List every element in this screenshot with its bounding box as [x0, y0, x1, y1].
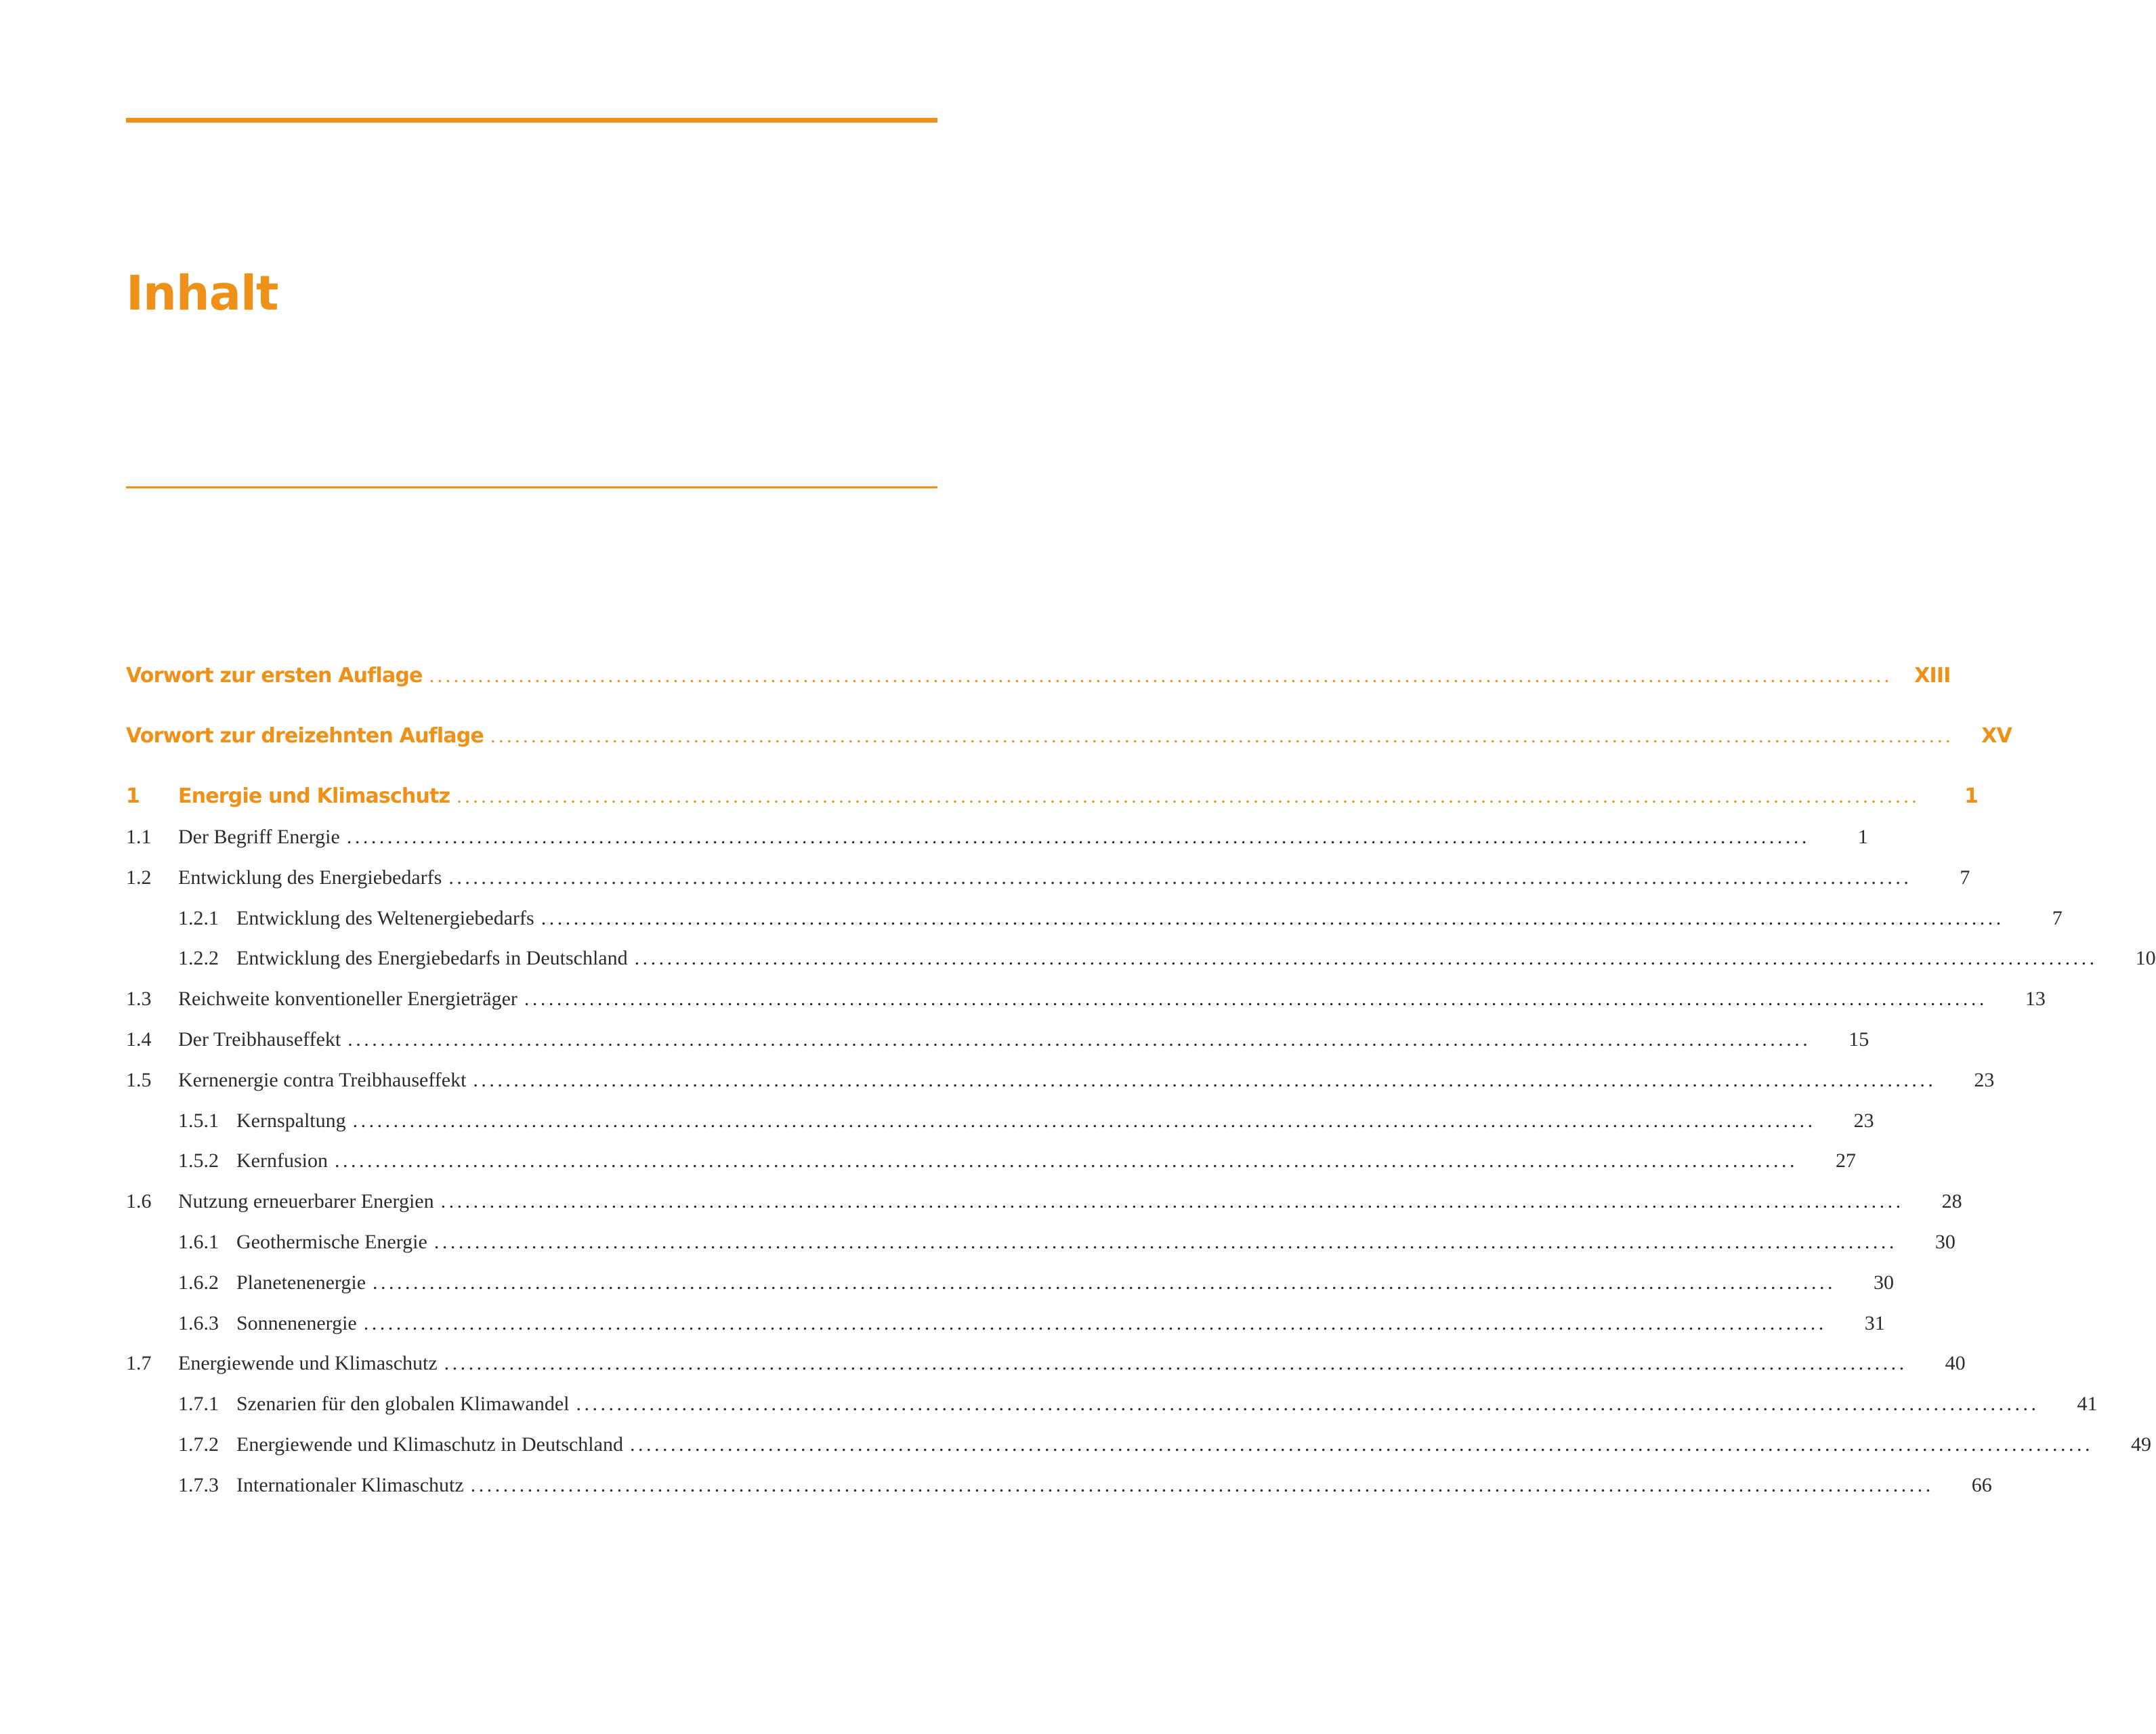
- toc-entry-page: 10: [2135, 947, 2156, 969]
- dot-leader: ....................................................................................................................................................................................: [373, 1271, 1836, 1294]
- toc-entry-number: 1.3: [126, 988, 152, 1010]
- toc-entry-number: 1.7.2: [178, 1433, 219, 1456]
- toc-entry-title: Kernenergie contra Treibhauseffekt: [178, 1069, 467, 1091]
- dot-leader: ....................................................................................................................................................................................: [334, 1149, 1798, 1172]
- toc-entry-title: Internationaler Klimaschutz: [236, 1474, 464, 1496]
- dot-leader: ....................................................................................................................................................................................: [470, 1474, 1934, 1496]
- toc-entry-page: 7: [2052, 907, 2063, 929]
- toc-entry-1-6-2[interactable]: [126, 1269, 1895, 1296]
- toc-entry-page: 28: [1941, 1190, 1962, 1212]
- toc-entry-title: Reichweite konventioneller Energieträger: [178, 988, 517, 1010]
- toc-entry-1-6-3[interactable]: [126, 1310, 1885, 1337]
- table-of-contents: [126, 0, 2156, 1734]
- dot-leader: ....................................................................................................................................................................................: [352, 1109, 1816, 1132]
- toc-entry-vorwort-erste[interactable]: [126, 662, 1951, 690]
- dot-leader: ....................................................................................................................................................................................: [434, 1231, 1897, 1253]
- toc-entry-number: 1.6.2: [178, 1271, 219, 1294]
- dot-leader: ....................................................................................................................................................................................: [490, 725, 1954, 747]
- toc-entry-title: Geothermische Energie: [236, 1231, 427, 1253]
- dot-leader: ....................................................................................................................................................................................: [457, 785, 1920, 807]
- toc-entry-1-3[interactable]: [126, 986, 2046, 1013]
- toc-entry-page: XIII: [1914, 664, 1951, 688]
- toc-entry-page: 23: [1974, 1069, 1995, 1091]
- toc-entry-number: 1.7.3: [178, 1474, 219, 1496]
- toc-entry-title: Energie und Klimaschutz: [178, 784, 450, 808]
- toc-entry-1-7[interactable]: [126, 1350, 1966, 1377]
- toc-entry-number: 1.2.2: [178, 947, 219, 969]
- dot-leader: ....................................................................................................................................................................................: [440, 1190, 1904, 1212]
- toc-entry-title: Sonnenenergie: [236, 1312, 357, 1334]
- toc-entry-number: 1.2.1: [178, 907, 219, 929]
- toc-entry-1-6-1[interactable]: [126, 1229, 1956, 1256]
- dot-leader: ....................................................................................................................................................................................: [363, 1312, 1827, 1334]
- dot-leader: ....................................................................................................................................................................................: [473, 1069, 1937, 1091]
- toc-entry-title: Energiewende und Klimaschutz in Deutschland: [236, 1433, 623, 1456]
- toc-entry-page: 15: [1848, 1028, 1869, 1051]
- dot-leader: ....................................................................................................................................................................................: [576, 1393, 2039, 1415]
- toc-entry-number: 1.6.3: [178, 1312, 219, 1334]
- toc-entry-page: 23: [1853, 1109, 1874, 1132]
- page-title: Inhalt: [126, 266, 278, 321]
- toc-entry-page: 66: [1971, 1474, 1992, 1496]
- toc-entry-number: 1.2: [126, 866, 152, 889]
- toc-entry-page: XV: [1981, 724, 2012, 748]
- toc-entry-number: 1: [126, 784, 140, 808]
- toc-entry-title: Nutzung erneuerbarer Energien: [178, 1190, 434, 1212]
- toc-entry-page: 30: [1935, 1231, 1956, 1253]
- toc-entry-1-7-1[interactable]: [126, 1391, 2098, 1418]
- toc-entry-1-4[interactable]: [126, 1026, 1869, 1053]
- toc-entry-number: 1.5.2: [178, 1149, 219, 1172]
- toc-entry-1-2-1[interactable]: [126, 905, 2063, 932]
- toc-entry-title: Entwicklung des Energiebedarfs in Deutschland: [236, 947, 628, 969]
- dot-leader: ....................................................................................................................................................................................: [346, 826, 1810, 848]
- dot-leader: ....................................................................................................................................................................................: [444, 1352, 1907, 1374]
- toc-entry-number: 1.7: [126, 1352, 152, 1374]
- toc-entry-page: 13: [2025, 988, 2046, 1010]
- toc-entry-1-7-3[interactable]: [126, 1472, 1992, 1499]
- toc-entry-page: 31: [1864, 1312, 1885, 1334]
- toc-entry-page: 41: [2077, 1393, 2098, 1415]
- toc-entry-1-6[interactable]: [126, 1188, 1962, 1215]
- dot-leader: ....................................................................................................................................................................................: [347, 1028, 1811, 1051]
- toc-entry-number: 1.5: [126, 1069, 152, 1091]
- toc-entry-title: Kernfusion: [236, 1149, 328, 1172]
- toc-entry-number: 1.4: [126, 1028, 152, 1051]
- toc-entry-page: 1: [1857, 826, 1868, 848]
- toc-entry-title: Energiewende und Klimaschutz: [178, 1352, 438, 1374]
- toc-entry-chapter-1[interactable]: [126, 783, 1979, 810]
- toc-entry-page: 40: [1945, 1352, 1966, 1374]
- dot-leader: ....................................................................................................................................................................................: [429, 664, 1893, 687]
- toc-entry-1-5-2[interactable]: [126, 1147, 1856, 1175]
- toc-entry-title: Der Treibhauseffekt: [178, 1028, 341, 1051]
- dot-leader: ....................................................................................................................................................................................: [448, 866, 1912, 889]
- toc-entry-title: Vorwort zur dreizehnten Auflage: [126, 724, 484, 748]
- toc-entry-1-7-2[interactable]: [126, 1431, 2151, 1458]
- dot-leader: ....................................................................................................................................................................................: [629, 1433, 2093, 1456]
- toc-entry-title: Entwicklung des Energiebedarfs: [178, 866, 442, 889]
- toc-entry-1-2-2[interactable]: [126, 945, 2156, 972]
- toc-entry-1-1[interactable]: [126, 824, 1868, 851]
- toc-entry-number: 1.5.1: [178, 1109, 219, 1132]
- toc-entry-page: 49: [2130, 1433, 2151, 1456]
- dot-leader: ....................................................................................................................................................................................: [634, 947, 2098, 969]
- toc-entry-title: Entwicklung des Weltenergiebedarfs: [236, 907, 534, 929]
- toc-entry-number: 1.6.1: [178, 1231, 219, 1253]
- toc-entry-page: 30: [1874, 1271, 1895, 1294]
- toc-entry-title: Kernspaltung: [236, 1109, 346, 1132]
- toc-entry-1-5-1[interactable]: [126, 1107, 1874, 1135]
- toc-entry-page: 1: [1964, 784, 1979, 808]
- dot-leader: ....................................................................................................................................................................................: [541, 907, 2004, 929]
- toc-entry-number: 1.6: [126, 1190, 152, 1212]
- toc-entry-title: Vorwort zur ersten Auflage: [126, 664, 423, 688]
- toc-entry-title: Der Begriff Energie: [178, 826, 340, 848]
- toc-entry-page: 27: [1835, 1149, 1856, 1172]
- toc-entry-title: Szenarien für den globalen Klimawandel: [236, 1393, 570, 1415]
- toc-entry-1-2[interactable]: [126, 864, 1970, 891]
- toc-entry-number: 1.1: [126, 826, 152, 848]
- toc-entry-vorwort-dreizehnte[interactable]: [126, 723, 2012, 750]
- toc-entry-title: Planetenenergie: [236, 1271, 366, 1294]
- toc-entry-page: 7: [1960, 866, 1970, 889]
- dot-leader: ....................................................................................................................................................................................: [524, 988, 1987, 1010]
- toc-entry-1-5[interactable]: [126, 1067, 1995, 1094]
- toc-entry-number: 1.7.1: [178, 1393, 219, 1415]
